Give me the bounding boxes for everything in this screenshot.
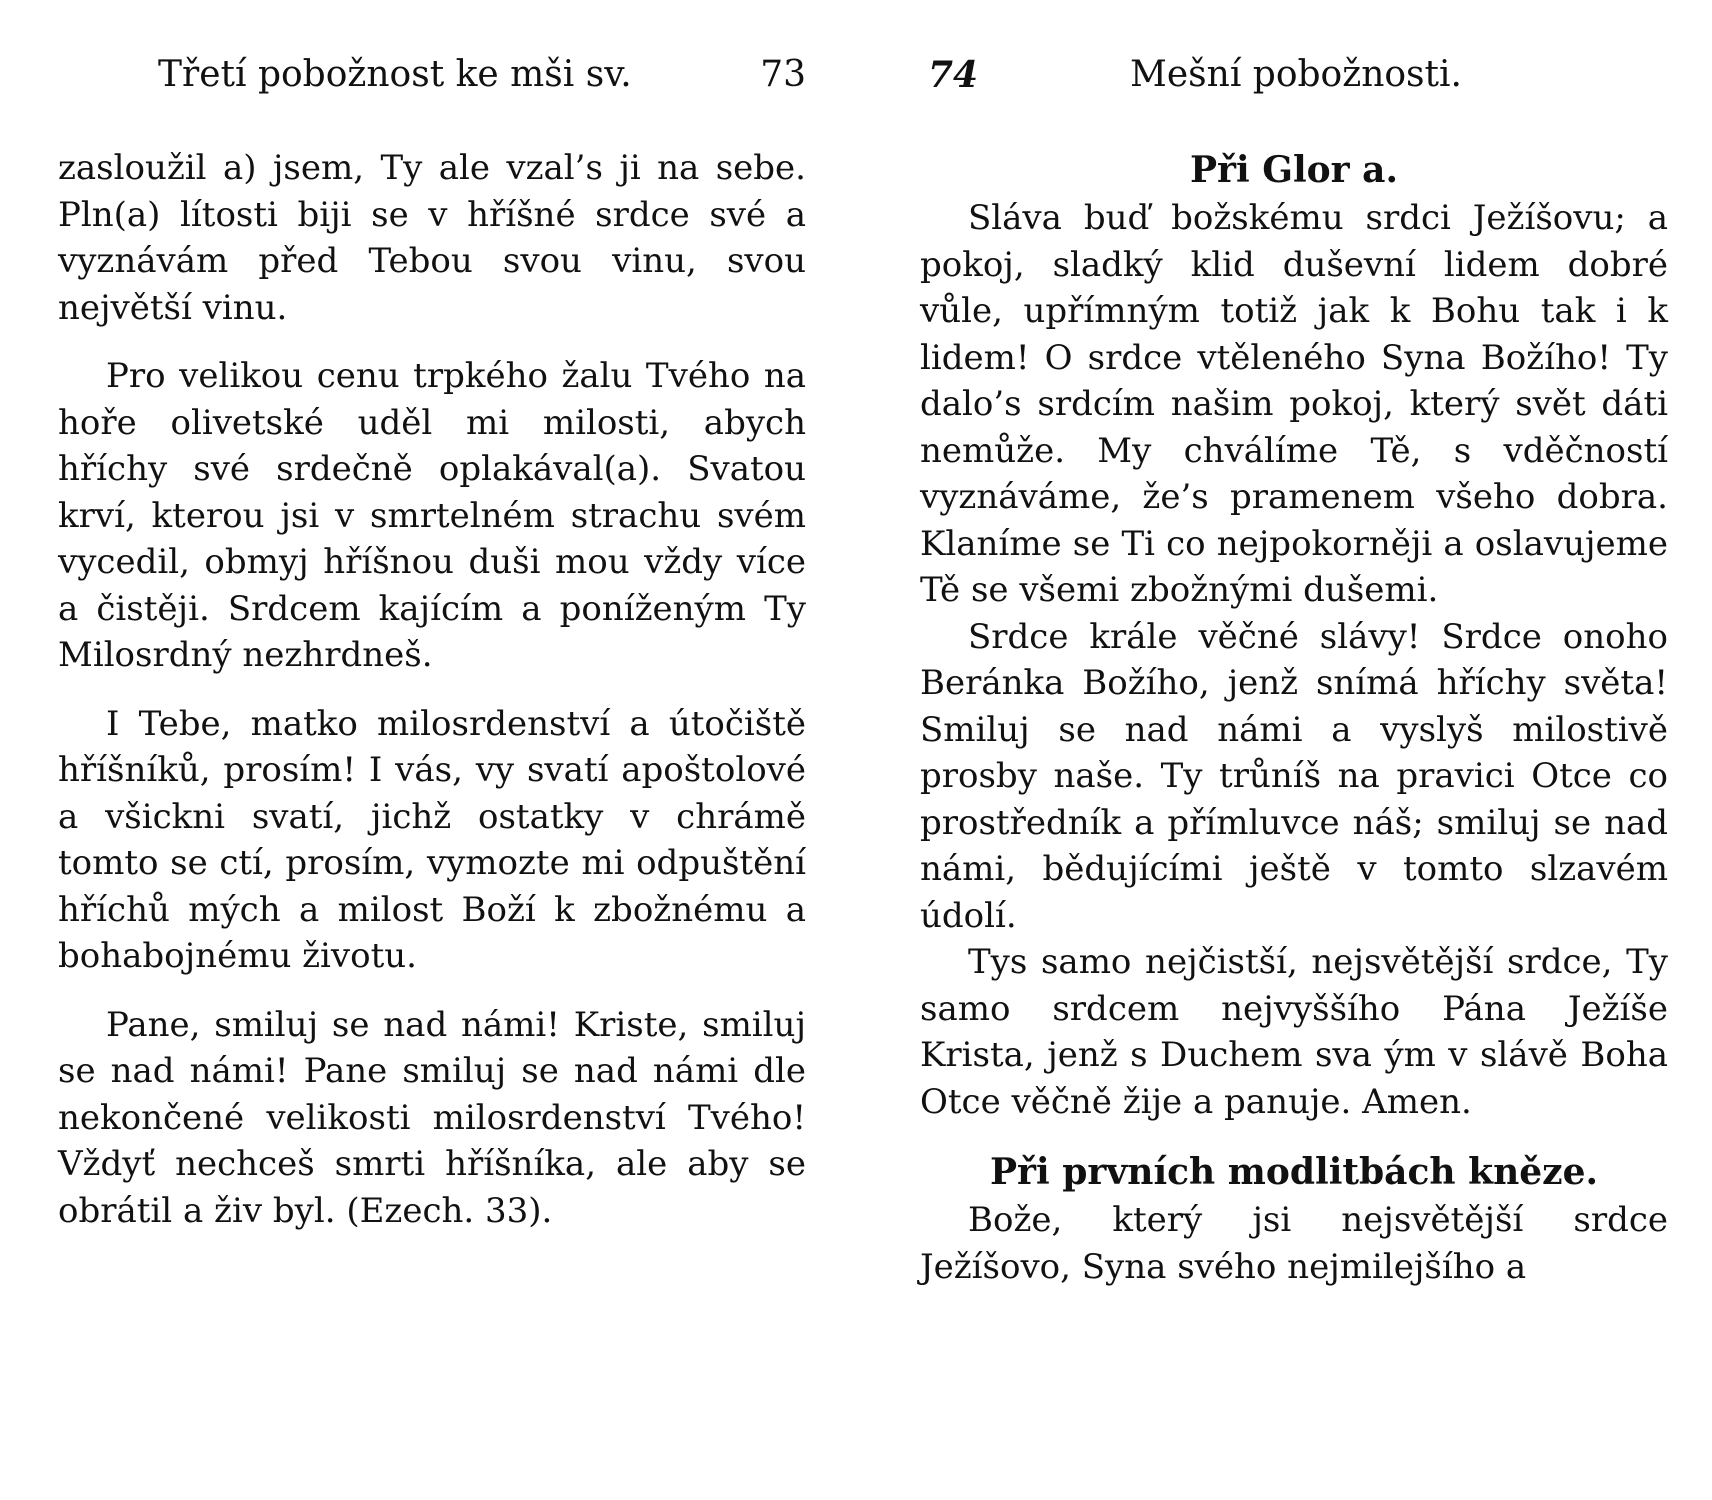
left-paragraph-2: Pro velikou cenu trpkého žalu Tvého na hoře olivetské uděl mi milosti, abych hříchy své srdečně oplakával(a). Svatou krví, kterou jsi v smrtelném strachu svém vycedil, obmyj hříšnou duši mou vždy více a čistěji. Srdcem kajícím a poníženým Ty Milosrdný nezhrdneš. bbox=[58, 356, 806, 675]
left-paragraph-1: zasloužil a) jsem, Ty ale vzal’s ji na sebe. Pln(a) lítosti biji se v hříšné srdce své a vyznávám před Tebou svou vinu, svou největší vinu. bbox=[58, 148, 806, 328]
right-running-head bbox=[920, 50, 1668, 100]
left-paragraph-4: Pane, smiluj se nad námi! Kriste, smiluj se nad námi! Pane smiluj se nad námi dle nekončené velikosti milosrdenství Tvého! Vždyť nechceš smrti hříšníka, ale aby se obrátil a živ byl. (Ezech. 33). bbox=[58, 1004, 806, 1231]
left-page bbox=[58, 0, 806, 1500]
section-heading-first-prayers: Při prvních modlitbách kněze. bbox=[989, 1151, 1599, 1193]
right-page-number: 74 bbox=[928, 54, 979, 96]
right-running-title: Mešní pobožnosti. bbox=[1130, 54, 1462, 95]
right-paragraph-4: Bože, který jsi nejsvětější srdce Ježíšovo, Syna svého nejmilejšího a bbox=[920, 1200, 1668, 1287]
left-body-text bbox=[58, 145, 806, 1234]
section-heading-gloria: Při Glor a. bbox=[1189, 149, 1399, 191]
left-page-number: 73 bbox=[760, 54, 806, 95]
left-running-title: Třetí pobožnost ke mši sv. bbox=[158, 54, 632, 95]
right-paragraph-2: Srdce krále věčné slávy! Srdce onoho Beránka Božího, jenž snímá hříchy světa! Smiluj se nad námi a vyslyš milostivě prosby naše. Ty trůníš na pravici Otce co prostředník a přímluvce náš; smiluj se nad námi, bědujícími ještě v tomto slzavém údolí. bbox=[920, 616, 1668, 936]
right-page bbox=[920, 0, 1668, 1500]
left-paragraph-3: I Tebe, matko milosrdenství a útočiště hříšníků, prosím! I vás, vy svatí apoštolové a všickni svatí, jichž ostatky v chrámě tomto se ctí, prosím, vymozte mi odpuštění hříchů mých a milost Boží k zbožnému a bohabojnému životu. bbox=[58, 703, 806, 976]
right-paragraph-1: Sláva buď božskému srdci Ježíšovu; a pokoj, sladký klid duševní lidem dobré vůle, upřímným totiž jak k Bohu tak i k lidem! O srdce vtěleného Syna Božího! Ty dalo’s srdcím našim pokoj, který svět dáti nemůže. My chválíme Tě, s vděčností vyznáváme, že’s pramenem všeho dobra. Klaníme se Ti co nejpokorněji a oslavujeme Tě se všemi zbožnými dušemi. bbox=[920, 198, 1668, 610]
right-body-text bbox=[920, 145, 1668, 1290]
right-paragraph-3: Tys samo nejčistší, nejsvětější srdce, Ty samo srdcem nejvyššího Pána Ježíše Krista, jenž s Duchem sva ým v slávě Boha Otce věčně žije a panuje. Amen. bbox=[920, 942, 1668, 1122]
left-running-head bbox=[58, 50, 806, 100]
